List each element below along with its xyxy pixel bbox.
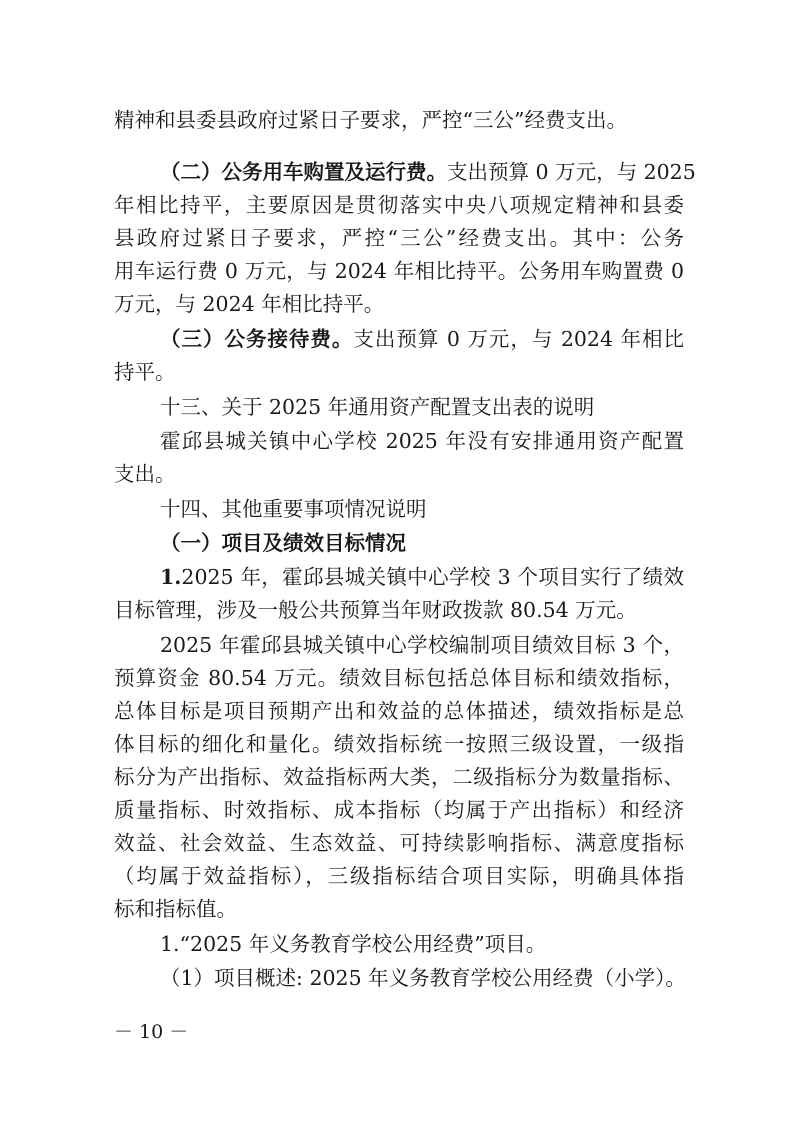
- text-line: （均属于效益指标），三级指标结合项目实际，明确具体指: [114, 864, 684, 888]
- text-line: 霍邱县城关镇中心学校 2025 年没有安排通用资产配置: [160, 429, 684, 453]
- section-heading: 十四、其他重要事项情况说明: [160, 497, 427, 521]
- text-line: 总体目标是项目预期产出和效益的总体描述，绩效指标是总: [114, 699, 684, 723]
- text-line: 年相比持平，主要原因是贯彻落实中央八项规定精神和县委: [114, 193, 684, 217]
- section-heading: （一）项目及绩效目标情况: [160, 531, 406, 555]
- text-line: 2025 年霍邱县城关镇中心学校编制项目绩效目标 3 个，: [160, 633, 684, 657]
- text-line: 用车运行费 0 万元，与 2024 年相比持平。公务用车购置费 0: [114, 259, 684, 283]
- text-line: 目标管理，涉及一般公共预算当年财政拨款 80.54 万元。: [114, 598, 637, 622]
- text-line: 县政府过紧日子要求，严控“三公”经费支出。其中：公务: [114, 226, 684, 250]
- section-heading: 十三、关于 2025 年通用资产配置支出表的说明: [160, 395, 595, 419]
- text-line: 万元，与 2024 年相比持平。: [114, 292, 385, 316]
- text-line: 体目标的细化和量化。绩效指标统一按照三级设置，一级指: [114, 732, 684, 756]
- text-line: 持平。: [114, 360, 176, 384]
- page-number: － 10 －: [114, 1021, 189, 1043]
- text-line: 1.“2025 年义务教育学校公用经费”项目。: [160, 932, 547, 956]
- text-line: 标和指标值。: [114, 897, 237, 921]
- item-number: 1.: [160, 565, 182, 589]
- section-heading: （二）公务用车购置及运行费。: [160, 160, 447, 184]
- section-heading: （三）公务接待费。: [160, 327, 354, 351]
- text-line: 1.2025 年，霍邱县城关镇中心学校 3 个项目实行了绩效: [160, 565, 684, 589]
- text-line: （1）项目概述: 2025 年义务教育学校公用经费（小学）。: [160, 966, 686, 990]
- text-line: 效益、社会效益、生态效益、可持续影响指标、满意度指标: [114, 831, 684, 855]
- text-line: （二）公务用车购置及运行费。支出预算 0 万元，与 2025: [160, 160, 696, 184]
- text-line: 预算资金 80.54 万元。绩效目标包括总体目标和绩效指标，: [114, 666, 684, 690]
- text-line: （三）公务接待费。支出预算 0 万元，与 2024 年相比: [160, 327, 684, 351]
- text-line: 质量指标、时效指标、成本指标（均属于产出指标）和经济: [114, 798, 684, 822]
- text-line: 支出。: [114, 462, 176, 486]
- text-line: 精神和县委县政府过紧日子要求，严控“三公”经费支出。: [114, 108, 627, 132]
- text-line: 标分为产出指标、效益指标两大类，二级指标分为数量指标、: [114, 765, 684, 789]
